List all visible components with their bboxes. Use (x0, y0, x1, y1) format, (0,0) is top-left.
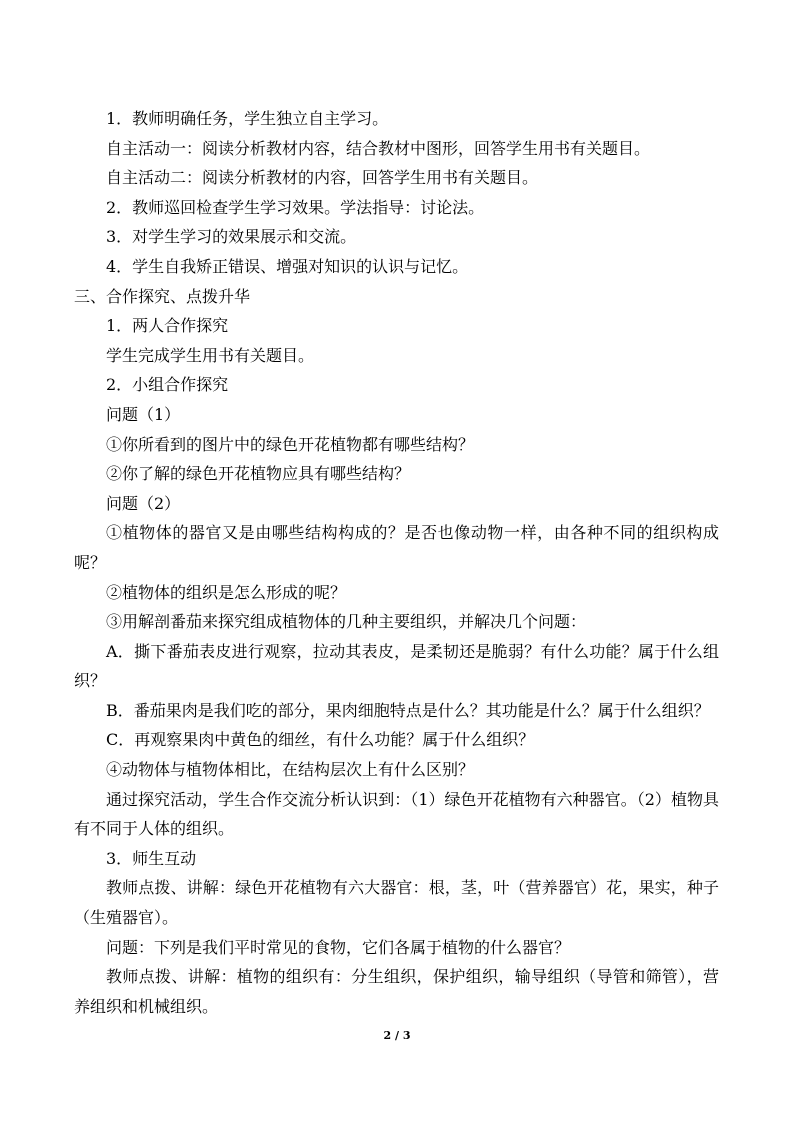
paragraph-21: ④动物体与植物体相比，在结构层次上有什么区别？ (106, 760, 475, 780)
paragraph-2: 自主活动一：阅读分析教材内容，结合教材中图形，回答学生用书有关题目。 (106, 138, 651, 158)
paragraph-5: 3．对学生学习的效果展示和交流。 (106, 227, 357, 247)
paragraph-17: ③用解剖番茄来探究组成植物体的几种主要组织，并解决几个问题： (106, 612, 587, 632)
paragraph-19: B．番茄果肉是我们吃的部分，果肉细胞特点是什么？其功能是什么？属于什么组织？ (106, 700, 710, 720)
paragraph-8: 1．两人合作探究 (106, 316, 229, 336)
paragraph-6: 4．学生自我矫正错误、增强对知识的认识与记忆。 (106, 256, 469, 276)
paragraph-12: ①你所看到的图片中的绿色开花植物都有哪些结构？ (106, 434, 475, 454)
paragraph-10: 2．小组合作探究 (106, 375, 229, 395)
paragraph-4: 2．教师巡回检查学生学习效果。学法指导：讨论法。 (106, 197, 485, 217)
paragraph-16: ②植物体的组织是怎么形成的呢？ (106, 582, 347, 602)
paragraph-24: 教师点拨、讲解：绿色开花植物有六大器官：根，茎，叶（营养器官）花，果实，种子（生殖器官）。 (74, 878, 719, 928)
paragraph-3: 自主活动二：阅读分析教材的内容，回答学生用书有关题目。 (106, 168, 539, 188)
document-body (74, 104, 719, 1021)
paragraph-13: ②你了解的绿色开花植物应具有哪些结构？ (106, 464, 411, 484)
paragraph-20: C．再观察果肉中黄色的细丝，有什么功能？属于什么组织？ (106, 730, 535, 750)
section-heading: 三、合作探究、点拨升华 (74, 286, 251, 306)
paragraph-1: 1．教师明确任务，学生独立自主学习。 (106, 109, 389, 128)
paragraph-18: A．撕下番茄表皮进行观察，拉动其表皮，是柔韧还是脆弱？有什么功能？属于什么组织？ (74, 641, 719, 691)
paragraph-11: 问题（1） (106, 404, 181, 424)
paragraph-15: ①植物体的器官又是由哪些结构构成的？是否也像动物一样，由各种不同的组织构成呢？ (74, 523, 719, 572)
paragraph-9: 学生完成学生用书有关题目。 (106, 345, 315, 365)
paragraph-22: 通过探究活动，学生合作交流分析认识到：（1）绿色开花植物有六种器官。（2）植物具有不同于人体的组织。 (74, 789, 719, 839)
paragraph-14: 问题（2） (106, 493, 181, 513)
paragraph-26: 教师点拨、讲解：植物的组织有：分生组织，保护组织，输导组织（导管和筛管），营养组织和机械组织。 (74, 967, 719, 1016)
page-number: 2 / 3 (383, 1029, 411, 1042)
paragraph-23: 3．师生互动 (106, 848, 197, 868)
paragraph-25: 问题：下列是我们平时常见的食物，它们各属于植物的什么器官？ (106, 937, 571, 957)
